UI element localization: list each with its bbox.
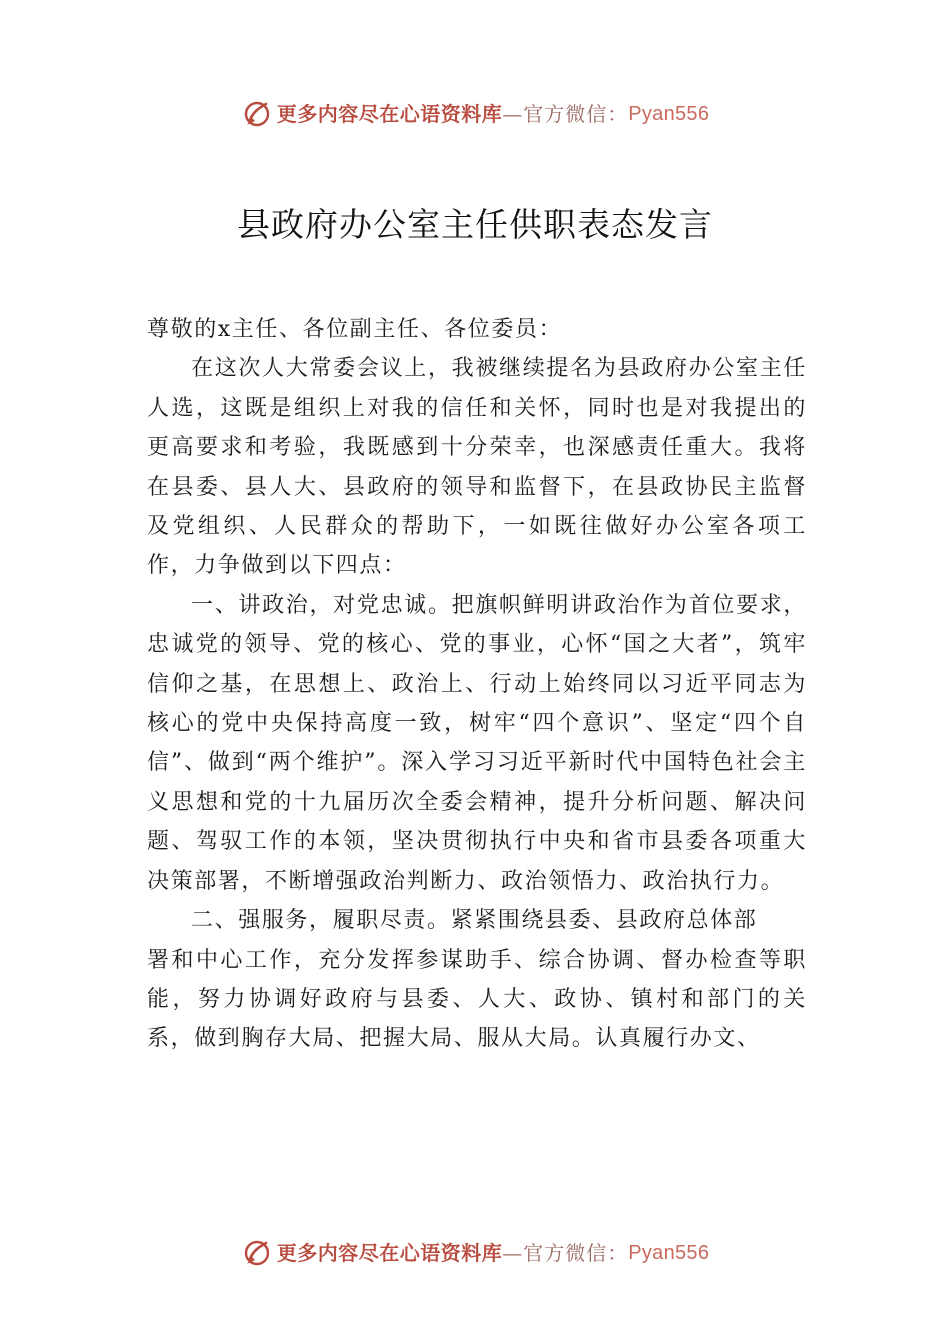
header-watermark-banner: [0, 94, 950, 134]
watermark-wechat-label: 官方微信：: [523, 1241, 629, 1265]
footer-watermark-banner: [0, 1233, 950, 1273]
watermark-wechat-id: Pyan556: [628, 1242, 710, 1264]
paragraph-point-two-body: 署和中心工作，充分发挥参谋助手、综合协调、督办检查等职能，努力协调好政府与县委、人大、政协、镇村和部门的关系，做到胸存大局、把握大局、服从大局。认真履行办文、: [147, 947, 807, 1052]
watermark-promo-text: 更多内容尽在心语资料库: [276, 102, 503, 126]
watermark-dash: —: [502, 102, 524, 126]
paragraph-intro: 在这次人大常委会议上，我被继续提名为县政府办公室主任人选，这既是组织上对我的信任和关怀，同时也是对我提出的更高要求和考验，我既感到十分荣幸，也深感责任重大。我将在县委、县人大、县政府的领导和监督下，在县政协民主监督及党组织、人民群众的帮助下，一如既往做好办公室各项工作，力争做到以下四点：: [147, 356, 807, 579]
pen-logo-icon: [241, 98, 273, 130]
watermark-wechat-id: Pyan556: [628, 103, 710, 125]
watermark-promo-text: 更多内容尽在心语资料库: [276, 1241, 503, 1265]
salutation: 尊敬的x主任、各位副主任、各位委员：: [147, 317, 563, 342]
paragraph-point-two-heading: 二、强服务，履职尽责。紧紧围绕县委、县政府总体部: [191, 908, 758, 934]
watermark-wechat-label: 官方微信：: [523, 102, 629, 126]
watermark-dash: —: [502, 1241, 524, 1265]
pen-logo-icon: [241, 1237, 273, 1269]
document-title: 县政府办公室主任供职表态发言: [237, 205, 713, 244]
paragraph-point-one: 一、讲政治，对党忠诚。把旗帜鲜明讲政治作为首位要求，忠诚党的领导、党的核心、党的事业，心怀“国之大者”，筑牢信仰之基，在思想上、政治上、行动上始终同以习近平同志为核心的党中央保持高度一致，树牢“四个意识”、坚定“四个自信”、做到“两个维护”。深入学习习近平新时代中国特色社会主义思想和党的十九届历次全委会精神，提升分析问题、解决问题、驾驭工作的本领，坚决贯彻执行中央和省市县委各项重大决策部署，不断增强政治判断力、政治领悟力、政治执行力。: [147, 592, 807, 894]
document-body: [147, 310, 807, 1059]
